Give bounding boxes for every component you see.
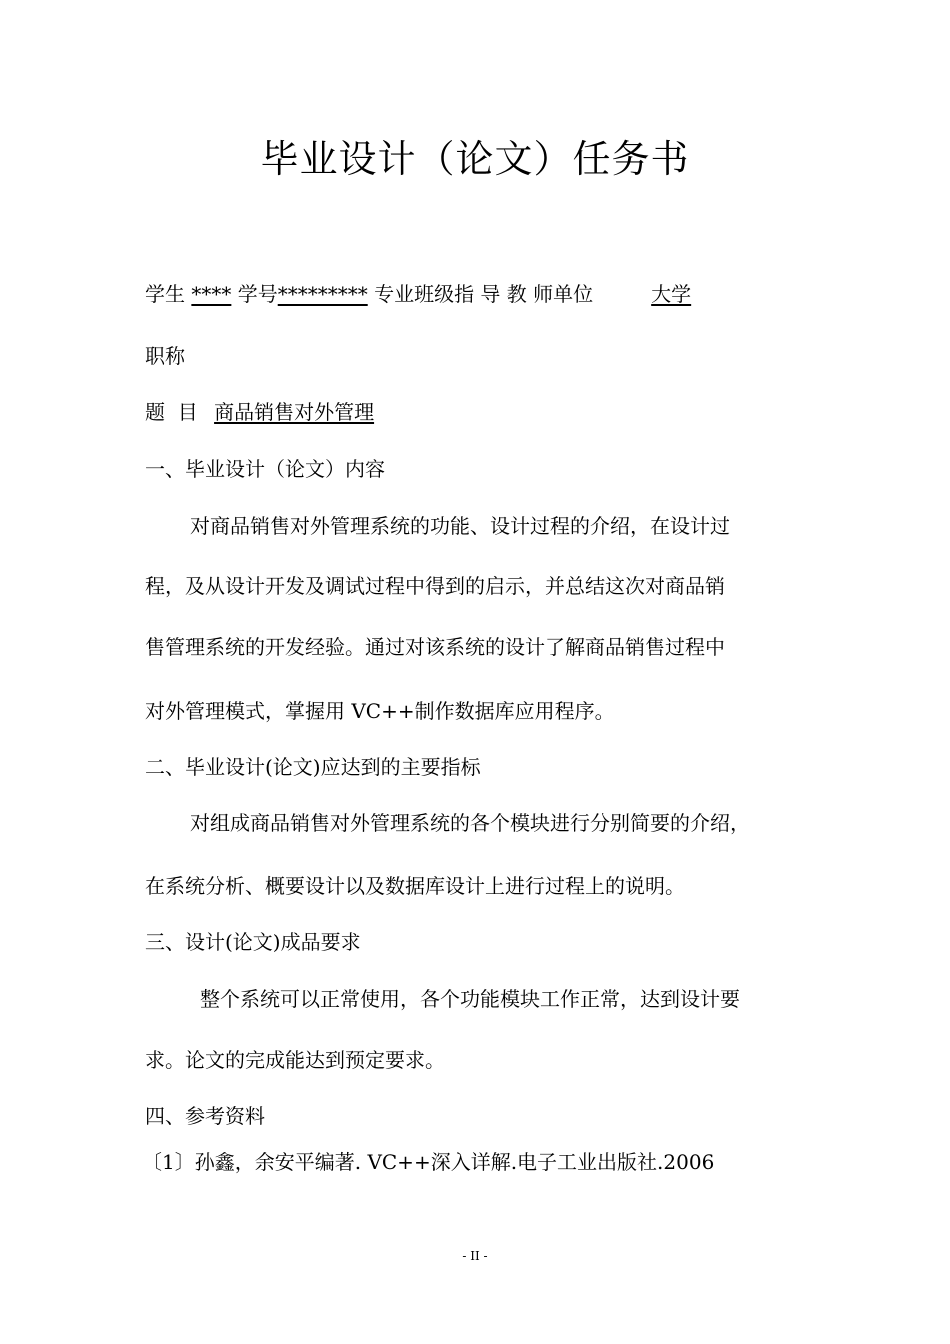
reference-item: 〔1〕孙鑫，余安平编著. VC++深入详解.电子工业出版社.2006 <box>142 1150 715 1174</box>
topic-line <box>145 398 396 426</box>
id-value: ********* <box>277 282 368 306</box>
section-2-heading: 二、毕业设计(论文)应达到的主要指标 <box>145 755 481 779</box>
class-label: 专业班级 <box>374 282 455 306</box>
id-label: 学号 <box>237 282 278 306</box>
section-1-paragraph-line: 对商品销售对外管理系统的功能、设计过程的介绍，在设计过 <box>190 514 730 538</box>
topic-value: 商品销售对外管理 <box>214 400 375 424</box>
advisor-label: 指 导 教 师单位 <box>454 282 594 306</box>
section-2-paragraph-line: 在系统分析、概要设计以及数据库设计上进行过程上的说明。 <box>145 874 685 898</box>
section-2-paragraph-line: 对组成商品销售对外管理系统的各个模块进行分别简要的介绍， <box>190 811 750 835</box>
section-1-paragraph-line: 程，及从设计开发及调试过程中得到的启示，并总结这次对商品销 <box>145 574 725 598</box>
topic-label: 题 目 <box>145 400 198 424</box>
rank-line <box>145 342 207 370</box>
section-1-paragraph-line: 对外管理模式，掌握用 VC++制作数据库应用程序。 <box>145 699 615 723</box>
section-3-heading: 三、设计(论文)成品要求 <box>145 930 361 954</box>
student-info-line <box>145 280 735 308</box>
rank-label: 职称 <box>145 344 185 368</box>
section-1-paragraph-line: 售管理系统的开发经验。通过对该系统的设计了解商品销售过程中 <box>145 635 725 659</box>
student-value: **** <box>191 282 232 306</box>
document-title: 毕业设计（论文）任务书 <box>260 137 690 181</box>
student-label: 学生 <box>145 282 185 306</box>
unit-value: 大学 <box>651 282 692 306</box>
section-4-heading: 四、参考资料 <box>145 1104 265 1128</box>
section-1-heading: 一、毕业设计（论文）内容 <box>145 457 385 481</box>
page-number: - II - <box>462 1249 488 1263</box>
section-3-paragraph-line: 求。论文的完成能达到预定要求。 <box>145 1048 445 1072</box>
rank-blank <box>185 344 207 368</box>
section-3-paragraph-line: 整个系统可以正常使用，各个功能模块工作正常，达到设计要 <box>200 987 740 1011</box>
